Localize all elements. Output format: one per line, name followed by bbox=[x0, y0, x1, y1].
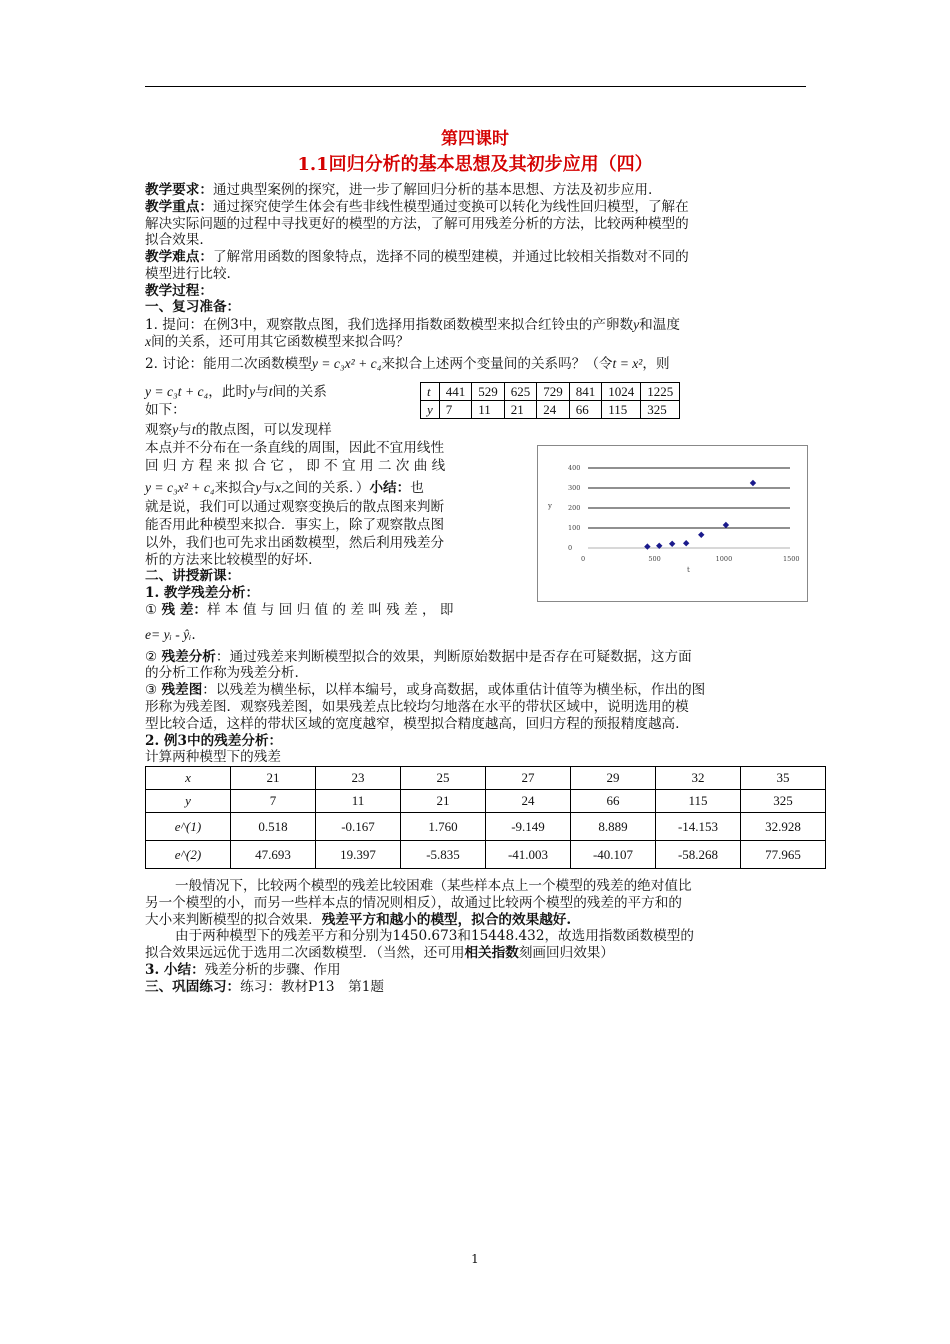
t-header: t bbox=[421, 383, 440, 401]
residual-x-row bbox=[146, 767, 826, 790]
t-cell: 529 bbox=[472, 383, 505, 401]
residual-e1-cell: 0.518 bbox=[231, 813, 316, 841]
chart-y-tick-label: 400 bbox=[568, 464, 581, 472]
chart-y-label: y bbox=[548, 502, 552, 510]
focus-line-2: 解决实际问题的过程中寻找更好的模型的方法，了解可用残差分析的方法，比较两种模型的 bbox=[145, 216, 689, 232]
scatter-chart-box bbox=[537, 445, 808, 602]
observe-line-4: y = c₃x² + c₄来拟合y与x之间的关系．）小结：也 bbox=[145, 480, 424, 496]
t-y-table bbox=[420, 382, 680, 419]
subsection-2-heading: 2. 例3中的残差分析： bbox=[145, 733, 283, 749]
residual-y-cell: 66 bbox=[571, 790, 656, 813]
residual-table bbox=[145, 766, 826, 869]
chart-point bbox=[683, 540, 689, 546]
residual-y-cell: 24 bbox=[486, 790, 571, 813]
residual-x-cell: 23 bbox=[316, 767, 401, 790]
residual-x-cell: 35 bbox=[741, 767, 826, 790]
residual-e2-cell: 19.397 bbox=[316, 841, 401, 869]
residual-x-cell: 29 bbox=[571, 767, 656, 790]
calc-caption: 计算两种模型下的残差 bbox=[145, 749, 281, 765]
paragraph-1-line-2: 另一个模型的小，而另一些样本点的情况则相反），故通过比较两个模型的残差的平方和的 bbox=[145, 895, 682, 911]
chart-y-tick-label: 300 bbox=[568, 484, 581, 492]
focus-line-1: 教学重点：通过探究使学生体会有些非线性模型通过变换可以转化为线性回归模型，了解在 bbox=[145, 199, 689, 215]
residual-e1-row bbox=[146, 813, 826, 841]
residual-x-cell: 27 bbox=[486, 767, 571, 790]
residual-x-cell: 21 bbox=[231, 767, 316, 790]
concept-1-line: ① 残 差：样 本 值 与 回 归 值 的 差 叫 残 差 ， 即 bbox=[145, 602, 454, 618]
chart-points bbox=[644, 480, 756, 550]
paragraph-2-line-2: 拟合效果远远优于选用二次函数模型．（当然，还可用相关指数刻画回归效果） bbox=[145, 945, 614, 961]
residual-e2-header: e^(2) bbox=[146, 841, 231, 869]
relation-line: y = c₃t + c₄，此时y与t间的关系 bbox=[145, 384, 327, 400]
y-header: y bbox=[421, 401, 440, 419]
section-3-line: 三、巩固练习：练习：教材P13 第1题 bbox=[145, 979, 384, 995]
header-rule bbox=[145, 86, 806, 87]
residual-e2-cell: 77.965 bbox=[741, 841, 826, 869]
subsection-3-line: 3. 小结：残差分析的步骤、作用 bbox=[145, 962, 341, 978]
residual-e1-cell: -0.167 bbox=[316, 813, 401, 841]
y-cell: 7 bbox=[439, 401, 472, 419]
residual-x-cell: 25 bbox=[401, 767, 486, 790]
focus-line-3: 拟合效果. bbox=[145, 232, 204, 248]
requirement-text: 通过典型案例的探究，进一步了解回归分析的基本思想、方法及初步应用. bbox=[212, 182, 653, 198]
paragraph-1-line-1: 一般情况下，比较两个模型的残差比较困难（某些样本点上一个模型的残差的绝对值比 bbox=[175, 878, 692, 894]
chart-y-tick-label: 100 bbox=[568, 524, 581, 532]
residual-e2-row bbox=[146, 841, 826, 869]
question-1-line-2: x间的关系，还可用其它函数模型来拟合吗？ bbox=[145, 334, 410, 350]
t-cell: 441 bbox=[439, 383, 472, 401]
process-heading: 教学过程： bbox=[145, 283, 213, 299]
y-cell: 66 bbox=[569, 401, 602, 419]
chart-point bbox=[750, 480, 756, 486]
concept-3-line-2: 形称为残差图．观察残差图，如果残差点比较均匀地落在水平的带状区域中，说明选用的模 bbox=[145, 699, 689, 715]
observe-line-6: 能否用此种模型来拟合．事实上，除了观察散点图 bbox=[145, 517, 445, 533]
residual-e1-cell: -14.153 bbox=[656, 813, 741, 841]
chart-x-tick-label: 1500 bbox=[783, 555, 800, 563]
residual-e1-cell: -9.149 bbox=[486, 813, 571, 841]
y-cell: 21 bbox=[504, 401, 537, 419]
chart-point bbox=[669, 541, 675, 547]
residual-y-row bbox=[146, 790, 826, 813]
chart-y-tick-label: 200 bbox=[568, 504, 581, 512]
chart-point bbox=[723, 522, 729, 528]
residual-e1-cell: 8.889 bbox=[571, 813, 656, 841]
residual-e1-header: e^(1) bbox=[146, 813, 231, 841]
residual-e2-cell: -5.835 bbox=[401, 841, 486, 869]
paragraph-1-line-3: 大小来判断模型的拟合效果．残差平方和越小的模型，拟合的效果越好. bbox=[145, 912, 572, 928]
requirement-line bbox=[145, 182, 652, 199]
y-cell: 325 bbox=[641, 401, 680, 419]
observe-line-1: 观察y与t的散点图，可以发现样 bbox=[145, 422, 332, 438]
residual-y-cell: 115 bbox=[656, 790, 741, 813]
observe-line-5: 就是说，我们可以通过观察变换后的散点图来判断 bbox=[145, 499, 445, 515]
t-cell: 729 bbox=[537, 383, 570, 401]
subsection-1-heading: 1. 教学残差分析： bbox=[145, 585, 260, 601]
concept-3-line-3: 型比较合适，这样的带状区域的宽度越窄，模型拟合精度越高，回归方程的预报精度越高. bbox=[145, 716, 680, 732]
chart-point bbox=[698, 532, 704, 538]
t-cell: 625 bbox=[504, 383, 537, 401]
concept-2-line-1: ② 残差分析：通过残差来判断模型拟合的效果，判断原始数据中是否存在可疑数据，这方面 bbox=[145, 649, 692, 665]
page-number: 1 bbox=[471, 1252, 479, 1266]
requirement-label: 教学要求： bbox=[145, 182, 213, 198]
t-cell: 1225 bbox=[641, 383, 680, 401]
residual-y-header: y bbox=[146, 790, 231, 813]
t-cell: 841 bbox=[569, 383, 602, 401]
observe-line-3: 回 归 方 程 来 拟 合 它 ， 即 不 宜 用 二 次 曲 线 bbox=[145, 458, 446, 474]
residual-e2-cell: 47.693 bbox=[231, 841, 316, 869]
chart-x-tick-label: 0 bbox=[581, 555, 586, 563]
observe-line-8: 析的方法来比较模型的好坏. bbox=[145, 552, 313, 568]
residual-e2-cell: -58.268 bbox=[656, 841, 741, 869]
residual-e2-cell: -40.107 bbox=[571, 841, 656, 869]
question-2-line: 2. 讨论：能用二次函数模型y = c₃x² + c₄来拟合上述两个变量间的关系吗？（令t = x²，则 bbox=[145, 356, 670, 372]
residual-y-cell: 325 bbox=[741, 790, 826, 813]
observe-line-2: 本点并不分布在一条直线的周围，因此不宜用线性 bbox=[145, 440, 445, 456]
residual-x-cell: 32 bbox=[656, 767, 741, 790]
residual-e2-cell: -41.003 bbox=[486, 841, 571, 869]
t-row bbox=[421, 383, 680, 401]
observe-line-7: 以外，我们也可先求出函数模型，然后利用残差分 bbox=[145, 535, 445, 551]
y-cell: 24 bbox=[537, 401, 570, 419]
scatter-chart bbox=[538, 446, 807, 601]
chart-x-tick-label: 500 bbox=[648, 555, 661, 563]
y-cell: 11 bbox=[472, 401, 505, 419]
t-cell: 1024 bbox=[602, 383, 641, 401]
chart-x-label: t bbox=[687, 566, 690, 574]
residual-y-cell: 7 bbox=[231, 790, 316, 813]
chart-grid bbox=[588, 468, 790, 548]
section-2-heading: 二、讲授新课： bbox=[145, 568, 241, 584]
y-row bbox=[421, 401, 680, 419]
chart-y-tick-label: 0 bbox=[568, 544, 573, 552]
lesson-subtitle: 1.1回归分析的基本思想及其初步应用（四） bbox=[297, 154, 653, 175]
question-1-line-1: 1. 提问：在例3中，观察散点图，我们选择用指数函数模型来拟合红铃虫的产卵数y和温度 bbox=[145, 317, 680, 333]
concept-3-line-1: ③ 残差图：以残差为横坐标，以样本编号，或身高数据，或体重估计值等为横坐标，作出的图 bbox=[145, 682, 706, 698]
y-cell: 115 bbox=[602, 401, 641, 419]
residual-formula: e= yᵢ - ŷᵢ. bbox=[145, 627, 196, 643]
residual-e1-cell: 32.928 bbox=[741, 813, 826, 841]
residual-y-cell: 11 bbox=[316, 790, 401, 813]
residual-x-header: x bbox=[146, 767, 231, 790]
relation-line-2: 如下： bbox=[145, 402, 186, 418]
paragraph-2-line-1: 由于两种模型下的残差平方和分别为1450.673和15448.432，故选用指数函数模型的 bbox=[175, 928, 694, 944]
difficulty-line-1: 教学难点：了解常用函数的图象特点，选择不同的模型建模，并通过比较相关指数对不同的 bbox=[145, 249, 689, 265]
residual-y-cell: 21 bbox=[401, 790, 486, 813]
chart-x-tick-label: 1000 bbox=[715, 555, 733, 563]
difficulty-line-2: 模型进行比较. bbox=[145, 266, 231, 282]
lesson-title: 第四课时 bbox=[441, 129, 509, 149]
residual-e1-cell: 1.760 bbox=[401, 813, 486, 841]
section-1-heading: 一、复习准备： bbox=[145, 299, 241, 315]
chart-point bbox=[644, 543, 650, 549]
concept-2-line-2: 的分析工作称为残差分析. bbox=[145, 665, 299, 681]
